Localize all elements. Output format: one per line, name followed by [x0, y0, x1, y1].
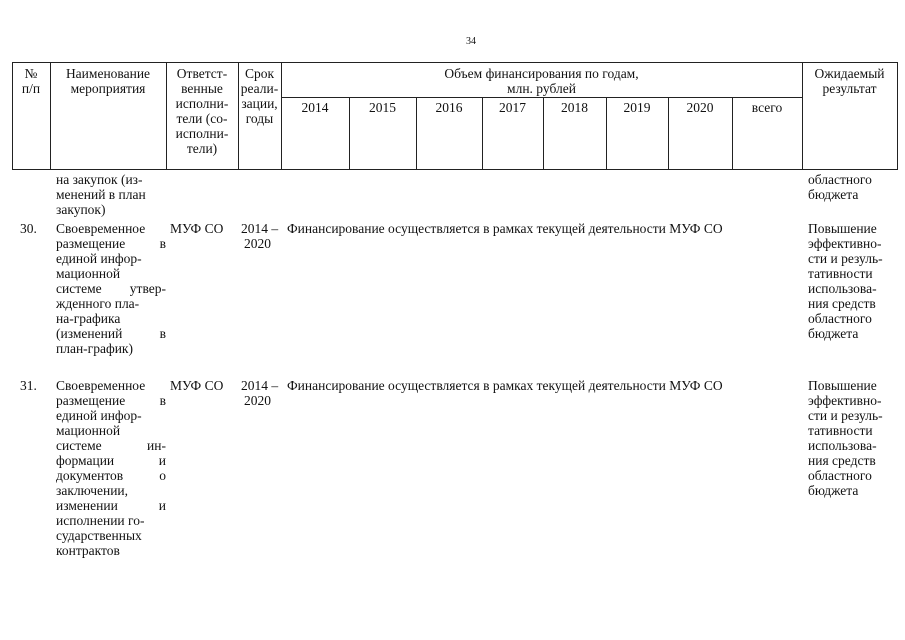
year-2016: 2016 [435, 100, 463, 115]
row-number: 31. [20, 378, 37, 393]
table-row [0, 221, 905, 371]
year-2017: 2017 [499, 100, 526, 115]
header-col-result: Ожидаемый результат [814, 66, 885, 96]
year-2019: 2019 [623, 100, 651, 115]
row-result: Повышение эффективно- сти и резуль- тативности использова- ния средств областного бюджета [808, 378, 883, 498]
header-col-name: Наименование мероприятия [65, 66, 151, 96]
row-term: 2014 – 2020 [241, 221, 279, 251]
row-term: 2014 – 2020 [241, 378, 279, 408]
header-col-no: № п/п [21, 66, 41, 96]
table-row [0, 378, 905, 578]
row-result: Повышение эффективно- сти и резуль- тативности использова- ния средств областного бюджета [808, 221, 883, 341]
row-name: Своевременное размещение в единой инфор- мационной системе ин- формации и документов о заключении, изменении и исполнении го- сударственных контрактов [56, 378, 166, 558]
year-2015: 2015 [369, 100, 396, 115]
row-executor: МУФ СО [170, 378, 224, 393]
continuation-result: областного бюджета [808, 172, 872, 202]
year-total: всего [751, 100, 783, 115]
header-col-funding: Объем финансирования по годам, млн. рублей [444, 66, 639, 96]
row-executor: МУФ СО [170, 221, 224, 236]
page-number: 34 [466, 36, 476, 47]
continuation-name: на закупок (из- менений в план закупок) [56, 172, 146, 217]
header-col-term: Срок реали- зации, годы [240, 66, 279, 126]
table-header-bottom [12, 169, 898, 170]
table-border-top [12, 62, 898, 63]
year-2014: 2014 [301, 100, 329, 115]
col-line-right [897, 62, 898, 170]
row-funding: Финансирование осуществляется в рамках текущей деятельности МУФ СО [287, 378, 723, 393]
year-2018: 2018 [561, 100, 588, 115]
row-number: 30. [20, 221, 37, 236]
row-name: Своевременное размещение в единой инфор- мационной системе утвер- жденного пла- на-графика (изменений в план-график) [56, 221, 166, 356]
header-col-executor: Ответст- венные исполни- тели (со- исполни- тели) [175, 66, 229, 156]
years-row-top [281, 97, 802, 98]
row-funding: Финансирование осуществляется в рамках текущей деятельности МУФ СО [287, 221, 723, 236]
year-2020: 2020 [686, 100, 714, 115]
